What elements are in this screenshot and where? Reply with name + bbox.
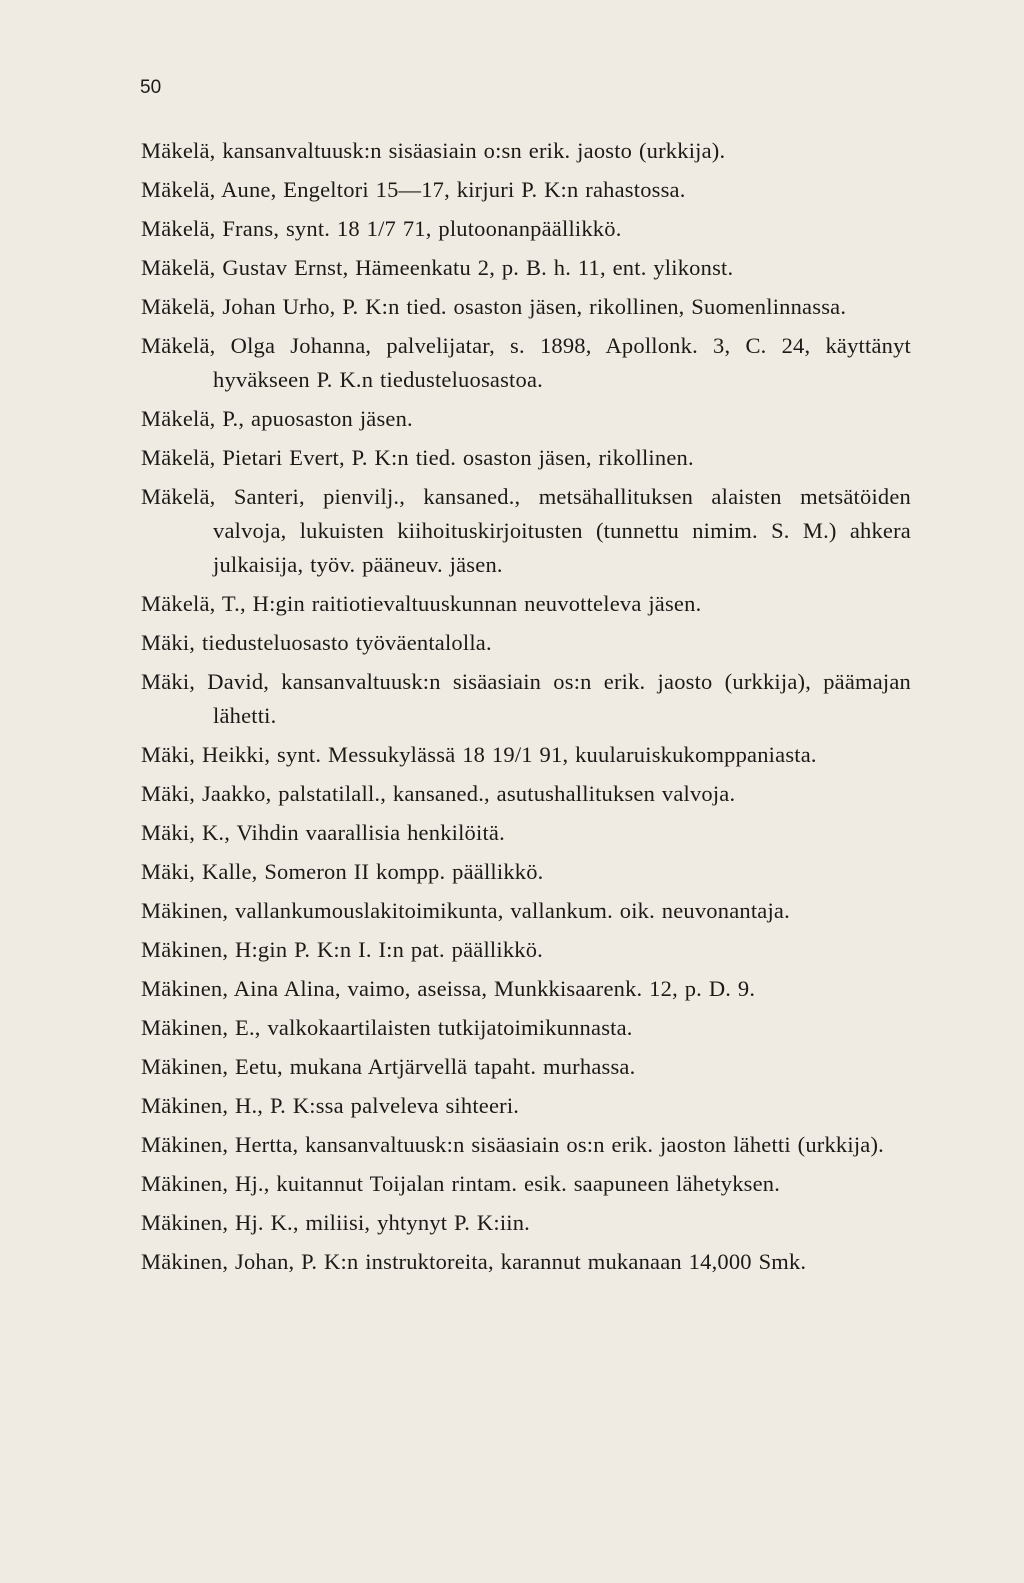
entry: Mäkelä, Santeri, pienvilj., kansaned., metsähallituksen alaisten metsätöiden valvoja, lukuisten kiihoituskirjoitusten (tunnettu nimim. S. M.) ahkera julkaisija, työv. pääneuv. jäsen. xyxy=(141,484,911,577)
entry: Mäkelä, Pietari Evert, P. K:n tied. osaston jäsen, rikollinen. xyxy=(141,445,694,470)
entry: Mäkinen, H:gin P. K:n I. I:n pat. päällikkö. xyxy=(141,937,544,962)
page-number: 50 xyxy=(140,77,162,98)
entry: Mäki, Jaakko, palstatilall., kansaned., asutushallituksen valvoja. xyxy=(141,781,736,806)
entry: Mäkelä, P., apuosaston jäsen. xyxy=(141,406,413,431)
entry: Mäkelä, Gustav Ernst, Hämeenkatu 2, p. B. h. 11, ent. ylikonst. xyxy=(141,255,734,280)
entry: Mäkinen, Aina Alina, vaimo, aseissa, Munkkisaarenk. 12, p. D. 9. xyxy=(141,976,756,1001)
entry: Mäkinen, Hj., kuitannut Toijalan rintam. esik. saapuneen lähetyksen. xyxy=(141,1171,781,1196)
entry: Mäkelä, Johan Urho, P. K:n tied. osaston jäsen, rikollinen, Suomenlinnassa. xyxy=(141,294,847,319)
entry: Mäkelä, Olga Johanna, palvelijatar, s. 1898, Apollonk. 3, C. 24, käyttänyt hyväkseen P. K.n tiedusteluosastoa. xyxy=(141,333,911,392)
entry: Mäkelä, Aune, Engeltori 15—17, kirjuri P. K:n rahastossa. xyxy=(141,177,686,202)
entry: Mäkinen, H., P. K:ssa palveleva sihteeri. xyxy=(141,1093,520,1118)
entry: Mäkelä, kansanvaltuusk:n sisäasiain o:sn erik. jaosto (urkkija). xyxy=(141,138,726,163)
entry: Mäkinen, Hj. K., miliisi, yhtynyt P. K:iin. xyxy=(141,1210,530,1235)
entry: Mäkinen, Johan, P. K:n instruktoreita, karannut mukanaan 14,000 Smk. xyxy=(141,1249,807,1274)
entry-list xyxy=(141,134,911,1284)
entry: Mäki, tiedusteluosasto työväentalolla. xyxy=(141,630,492,655)
entry: Mäki, David, kansanvaltuusk:n sisäasiain os:n erik. jaosto (urkkija), päämajan lähetti. xyxy=(141,669,911,728)
entry: Mäkinen, Hertta, kansanvaltuusk:n sisäasiain os:n erik. jaoston lähetti (urkkija). xyxy=(141,1132,884,1157)
entry: Mäkelä, Frans, synt. 18 1/7 71, plutoonanpäällikkö. xyxy=(141,216,622,241)
entry: Mäki, Kalle, Someron II kompp. päällikkö. xyxy=(141,859,544,884)
entry: Mäkelä, T., H:gin raitiotievaltuuskunnan neuvotteleva jäsen. xyxy=(141,591,702,616)
entry: Mäkinen, vallankumouslakitoimikunta, vallankum. oik. neuvonantaja. xyxy=(141,898,790,923)
entry: Mäki, K., Vihdin vaarallisia henkilöitä. xyxy=(141,820,505,845)
entry: Mäki, Heikki, synt. Messukylässä 18 19/1 91, kuularuiskukomppaniasta. xyxy=(141,742,817,767)
entry: Mäkinen, E., valkokaartilaisten tutkijatoimikunnasta. xyxy=(141,1015,633,1040)
entry: Mäkinen, Eetu, mukana Artjärvellä tapaht. murhassa. xyxy=(141,1054,636,1079)
